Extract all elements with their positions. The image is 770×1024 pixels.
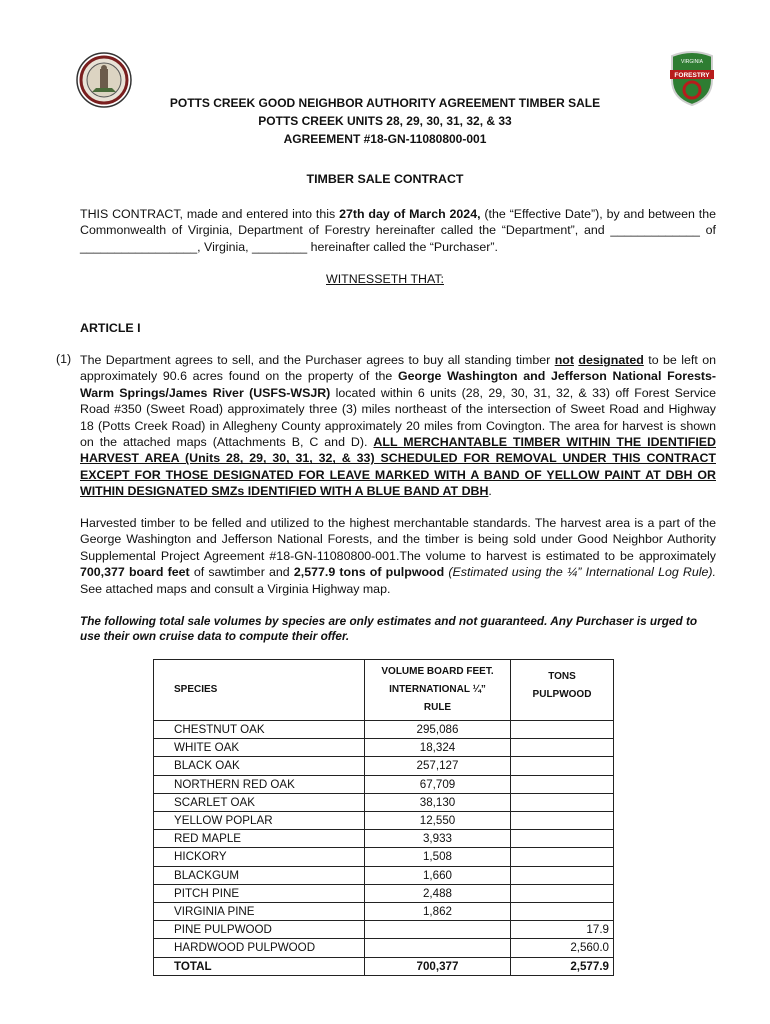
contract-title: TIMBER SALE CONTRACT	[306, 172, 464, 186]
tons-cell: 2,560.0	[511, 939, 614, 957]
table-row	[154, 884, 614, 902]
board-feet-cell: 1,660	[365, 866, 511, 884]
total-label: TOTAL	[154, 957, 365, 975]
table-row	[154, 757, 614, 775]
board-feet-cell: 295,086	[365, 721, 511, 739]
tons-cell	[511, 793, 614, 811]
table-row	[154, 939, 614, 957]
board-feet-cell: 38,130	[365, 793, 511, 811]
table-row	[154, 830, 614, 848]
table-row	[154, 866, 614, 884]
species-cell: RED MAPLE	[154, 830, 365, 848]
species-cell: NORTHERN RED OAK	[154, 775, 365, 793]
board-feet-cell: 1,508	[365, 848, 511, 866]
tons-header: TONS PULPWOOD	[511, 660, 614, 721]
tons-cell	[511, 866, 614, 884]
table-row	[154, 921, 614, 939]
total-tons: 2,577.9	[511, 957, 614, 975]
witnesseth-heading: WITNESSETH THAT:	[326, 272, 444, 286]
table-row	[154, 721, 614, 739]
species-cell: WHITE OAK	[154, 739, 365, 757]
header-line-2: POTTS CREEK UNITS 28, 29, 30, 31, 32, & 33	[258, 114, 512, 128]
species-cell: PINE PULPWOOD	[154, 921, 365, 939]
table-row	[154, 848, 614, 866]
tons-cell	[511, 721, 614, 739]
svg-text:VIRGINIA: VIRGINIA	[681, 59, 703, 65]
estimate-disclaimer: The following total sale volumes by species are only estimates and not guaranteed. Any Purchaser is urged to use their own cruise data to compute their offer.	[80, 614, 698, 643]
article-paragraph-1: The Department agrees to sell, and the Purchaser agrees to buy all standing timber not designated to be left on approximately 90.6 acres found on the property of the George Washington and Jefferson National Forests-Warm Springs/James River (USFS-WSJR) located within 6 units (28, 29, 30, 31, 32, & 33) off Forest Service Road #350 (Sweet Road) approximately three (3) miles northeast of the intersection of Sweet Road and Highway 18 (Potts Creek Road) in Allegheny County approximately 20 miles from Covington. The area for harvest is shown on the attached maps (Attachments B, C and D). ALL MERCHANTABLE TIMBER WITHIN THE IDENTIFIED HARVEST AREA (Units 28, 29, 30, 31, 32, & 33) SCHEDULED FOR REMOVAL UNDER THIS CONTRACT EXCEPT FOR THOSE DESIGNATED FOR LEAVE MARKED WITH A BAND OF YELLOW PAINT AT DBH OR WITHIN DESIGNATED SMZs IDENTIFIED WITH A BLUE BAND AT DBH.	[80, 353, 716, 499]
table-row	[154, 793, 614, 811]
article-heading: ARTICLE I	[80, 321, 141, 335]
tons-cell	[511, 739, 614, 757]
board-feet-cell	[365, 921, 511, 939]
species-cell: PITCH PINE	[154, 884, 365, 902]
species-header: SPECIES	[154, 660, 365, 721]
board-feet-cell: 18,324	[365, 739, 511, 757]
board-feet-cell: 3,933	[365, 830, 511, 848]
board-feet-cell	[365, 939, 511, 957]
tons-cell	[511, 848, 614, 866]
board-feet-cell: 2,488	[365, 884, 511, 902]
tons-cell	[511, 830, 614, 848]
table-row	[154, 812, 614, 830]
species-cell: BLACK OAK	[154, 757, 365, 775]
board-feet-cell: 1,862	[365, 903, 511, 921]
species-cell: HICKORY	[154, 848, 365, 866]
tons-cell	[511, 775, 614, 793]
table-total-row	[154, 957, 614, 975]
header-line-3: AGREEMENT #18-GN-11080800-001	[283, 132, 487, 146]
board-feet-cell: 67,709	[365, 775, 511, 793]
tons-cell	[511, 757, 614, 775]
board-feet-cell: 12,550	[365, 812, 511, 830]
intro-paragraph: THIS CONTRACT, made and entered into this 27th day of March 2024, (the “Effective Date”), by and between the Commonwealth of Virginia, Department of Forestry hereinafter called the “Department”, and _____________ of _________________, Virginia, ________ hereinafter called the “Purchaser”.	[80, 207, 716, 254]
species-cell: SCARLET OAK	[154, 793, 365, 811]
tons-cell	[511, 903, 614, 921]
tons-cell	[511, 884, 614, 902]
species-cell: VIRGINIA PINE	[154, 903, 365, 921]
harvest-paragraph: Harvested timber to be felled and utilized to the highest merchantable standards. The harvest area is a part of the George Washington and Jefferson National Forests, and the timber is being sold under Good Neighbor Authority Supplemental Project Agreement #18-GN-11080800-001.The volume to harvest is estimated to be approximately 700,377 board feet of sawtimber and 2,577.9 tons of pulpwood (Estimated using the ¼” International Log Rule). See attached maps and consult a Virginia Highway map.	[80, 516, 716, 596]
svg-text:FORESTRY: FORESTRY	[674, 72, 710, 79]
species-cell: YELLOW POPLAR	[154, 812, 365, 830]
table-row	[154, 775, 614, 793]
species-volume-table	[153, 659, 614, 976]
tons-cell	[511, 812, 614, 830]
species-cell: CHESTNUT OAK	[154, 721, 365, 739]
board-feet-cell: 257,127	[365, 757, 511, 775]
table-header-row	[154, 660, 614, 721]
total-board-feet: 700,377	[365, 957, 511, 975]
table-row	[154, 903, 614, 921]
species-cell: BLACKGUM	[154, 866, 365, 884]
tons-cell: 17.9	[511, 921, 614, 939]
species-cell: HARDWOOD PULPWOOD	[154, 939, 365, 957]
header-line-1: POTTS CREEK GOOD NEIGHBOR AUTHORITY AGREEMENT TIMBER SALE	[169, 96, 601, 110]
paragraph-number: (1)	[56, 352, 72, 366]
board-feet-header: VOLUME BOARD FEET. INTERNATIONAL ¼” RULE	[365, 660, 511, 721]
table-row	[154, 739, 614, 757]
